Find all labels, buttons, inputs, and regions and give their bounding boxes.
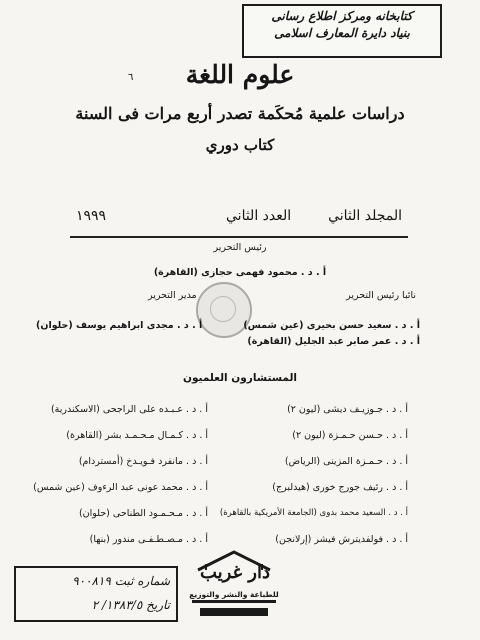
journal-kind: كتاب دوري <box>205 136 275 154</box>
advisor-name: أ . د . محمد عونى عبد الرءوف (عين شمس) <box>33 482 208 493</box>
volume-row <box>76 208 402 234</box>
advisors-label: المستشارون العلميون <box>183 372 297 384</box>
editor-label: رئيس التحرير <box>213 242 267 253</box>
advisor-name: أ . د . حـسن حـمـزة (ليون ٢) <box>292 430 408 441</box>
registration-stamp <box>14 566 178 622</box>
registration-date-label: تاريخ <box>146 598 170 612</box>
advisor-name: أ . د . السعيد محمد بدوى (الجامعة الأمريكية بالقاهرة) <box>219 508 408 518</box>
volume-label: المجلد الثاني <box>328 208 402 224</box>
issue-label: العدد الثاني <box>226 208 292 224</box>
manager-label: مدير التحرير <box>148 290 197 301</box>
library-stamp <box>242 4 442 58</box>
registration-number-label: شماره ثبت <box>114 574 170 588</box>
editor-name: أ . د . محمود فهمى حجازى (القاهرة) <box>153 267 327 278</box>
registration-number: ٩٠٠٨١٩ <box>72 574 111 588</box>
journal-title: علوم اللغة <box>185 60 295 89</box>
publisher-tagline: للطباعة والنشر والتوزيع <box>189 590 279 599</box>
publisher-logo <box>186 548 282 622</box>
manager-name: أ . د . مجدى ابراهيم يوسف (حلوان) <box>36 320 203 331</box>
library-stamp-line-1: كتابخانه ومركز اطلاع رسانى <box>271 9 413 23</box>
advisor-name: أ . د . عـبـده على الراجحى (الاسكندرية) <box>50 404 208 415</box>
advisor-name: أ . د . فولفديترش فيشر (إرلانجن) <box>275 534 408 545</box>
deputies-label: نائبا رئيس التحرير <box>346 290 416 301</box>
publisher-name: دار غريب <box>199 562 270 583</box>
advisor-name: أ . د . مانفرد فـويـدخ (أمستردام) <box>78 456 208 467</box>
advisor-name: أ . د . حـمـزة المزينى (الرياض) <box>284 456 408 467</box>
divider <box>70 236 408 238</box>
advisor-name: أ . د . جـوزيـف ديشى (ليون ٢) <box>287 404 408 415</box>
deputy-name: أ . د . عمر صابر عبد الجليل (القاهرة) <box>247 336 420 347</box>
advisor-name: أ . د . مـصـطـفـى مندور (بنها) <box>89 534 208 545</box>
advisor-name: أ . د . رئيف جورج خورى (هيدلبرج) <box>272 482 408 493</box>
advisor-name: أ . د . كـمـال مـحـمـد بشر (القاهرة) <box>66 430 208 441</box>
year-label: ١٩٩٩ <box>76 208 107 224</box>
advisor-name: أ . د . مـحـمـود الطناحى (حلوان) <box>78 508 208 519</box>
library-stamp-line-2: بنياد دايرة المعارف اسلامى <box>274 26 410 40</box>
journal-subtitle: دراسات علمية مُحكَمة تصدر أربع مرات فى السنة <box>75 104 405 123</box>
registration-date: ١٣٨٣/٥/ ٢ <box>91 598 143 612</box>
issue-number: ٦ <box>128 72 134 83</box>
deputy-name: أ . د . سعيد حسن بحيرى (عين شمس) <box>243 320 420 331</box>
